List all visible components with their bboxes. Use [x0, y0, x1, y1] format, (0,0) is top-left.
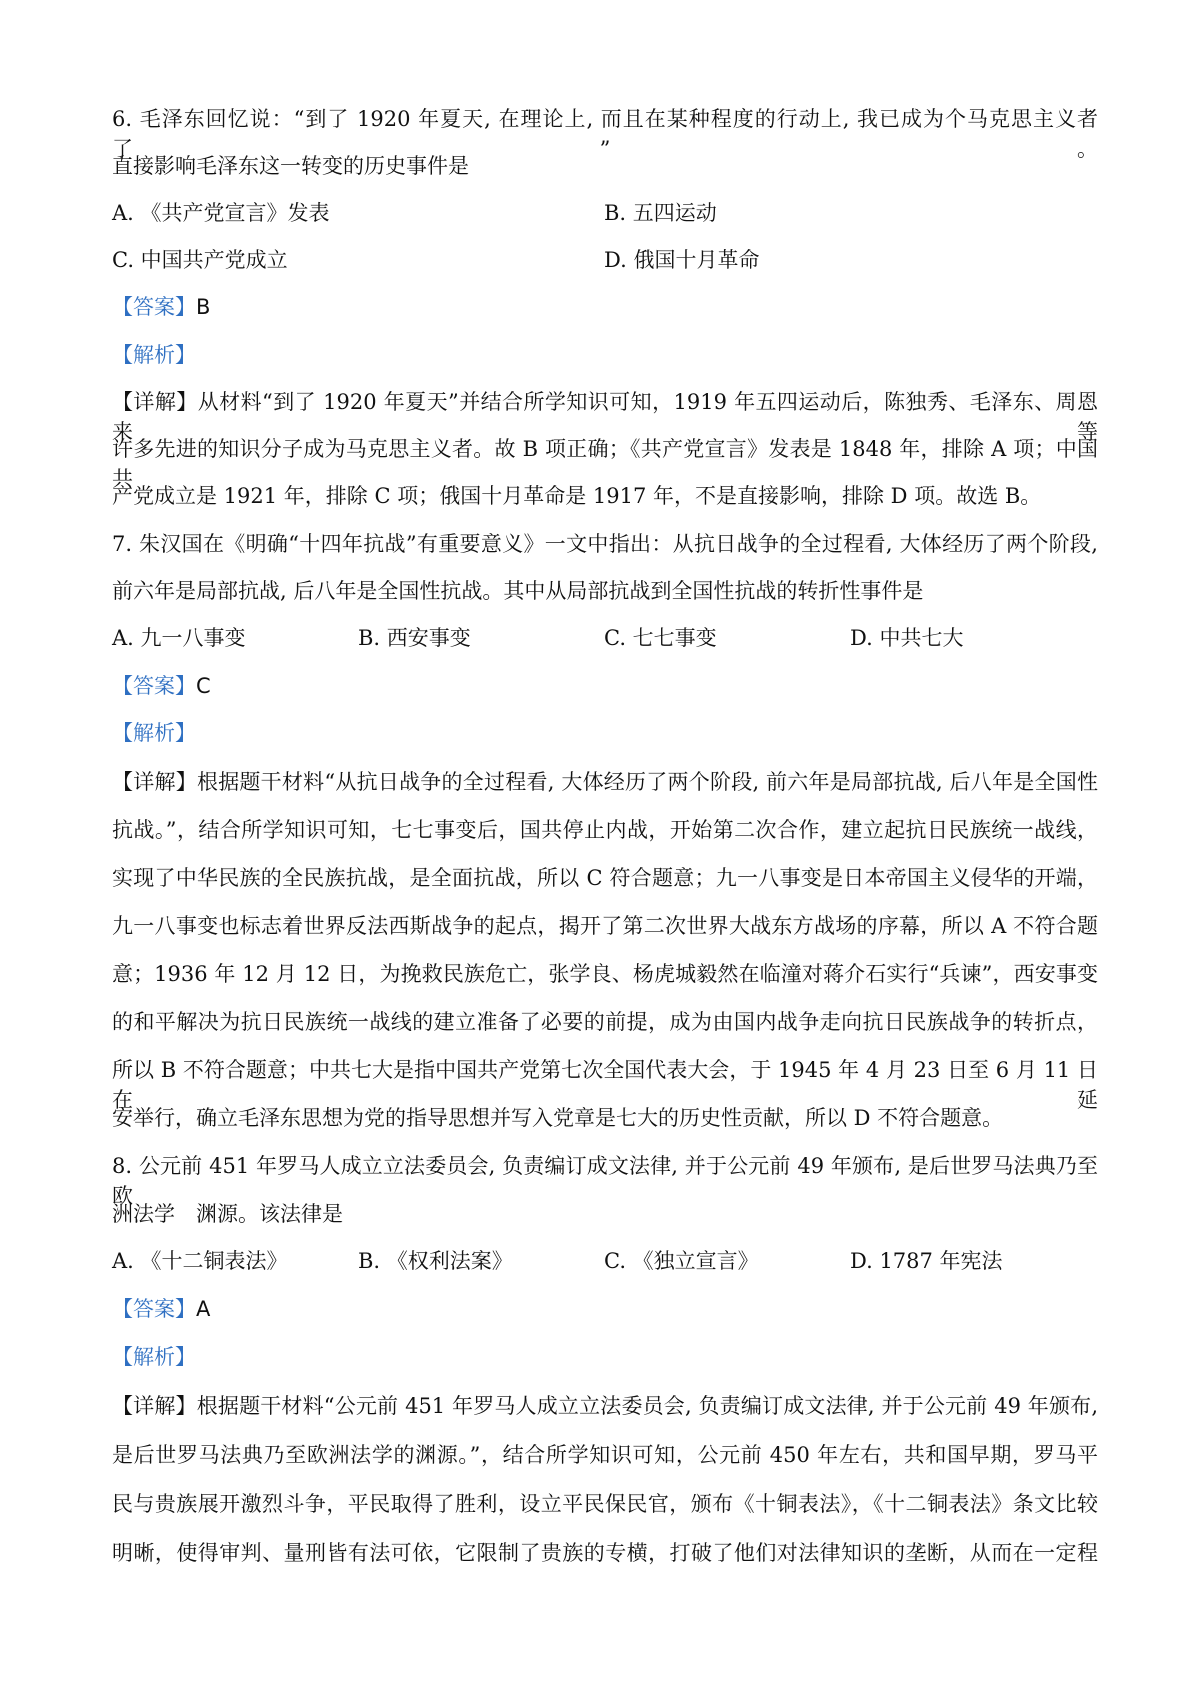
question-8-detail-line-4: 明晰，使得审判、量刑皆有法可依，它限制了贵族的专横，打破了他们对法律知识的垄断，从而在一定程 [112, 1541, 1098, 1565]
question-6-detail-line-1 [112, 387, 1098, 444]
question-7-detail-line-1 [112, 767, 1098, 797]
detail-text: 从材料“到了 1920 年夏天”并结合所学知识可知，1919 年五四运动后，陈独秀、毛泽东、周恩来等 [112, 390, 1098, 444]
question-8-analysis-tag: 【解析】 [112, 1345, 196, 1369]
question-7-answer-line [112, 671, 1098, 701]
question-8-detail-line-3: 民与贵族展开激烈斗争，平民取得了胜利，设立平民保民官，颁布《十铜表法》，《十二铜表法》条文比较 [112, 1492, 1098, 1516]
question-7-stem-line-1: 7. 朱汉国在《明确“十四年抗战”有重要意义》一文中指出：从抗日战争的全过程看, 大体经历了两个阶段, [112, 532, 1098, 556]
question-8-answer-line [112, 1294, 1098, 1324]
question-6-stem-line-1: 6. 毛泽东回忆说：“到了 1920 年夏天, 在理论上, 而且在某种程度的行动上, 我已成为个马克思主义者了”。 [112, 107, 1098, 161]
detail-text: 根据题干材料“公元前 451 年罗马人成立立法委员会, 负责编订成文法律, 并于公元前 49 年颁布, [196, 1394, 1098, 1418]
question-7-detail-line-8: 安举行，确立毛泽东思想为党的指导思想并写入党章是七大的历史性贡献，所以 D 不符合题意。 [112, 1106, 1004, 1130]
question-7-option-b: B. 西安事变 [358, 626, 471, 650]
detail-tag: 【详解】 [112, 770, 197, 794]
question-6-option-a: A. 《共产党宣言》发表 [112, 201, 330, 225]
answer-value: A [196, 1297, 211, 1321]
question-6-analysis-tag: 【解析】 [112, 343, 196, 367]
question-8-option-d: D. 1787 年宪法 [850, 1249, 1003, 1273]
question-6-option-c: C. 中国共产党成立 [112, 248, 288, 272]
question-7-detail-line-5: 意；1936 年 12 月 12 日，为挽救民族危亡，张学良、杨虎城毅然在临潼对蒋介石实行“兵谏”，西安事变 [112, 962, 1098, 986]
question-6-option-d: D. 俄国十月革命 [604, 248, 760, 272]
question-7-option-d: D. 中共七大 [850, 626, 964, 650]
question-7-option-a: A. 九一八事变 [112, 626, 246, 650]
question-6-answer-line [112, 292, 1098, 322]
question-7-detail-line-6: 的和平解决为抗日民族统一战线的建立准备了必要的前提，成为由国内战争走向抗日民族战争的转折点， [112, 1010, 1098, 1034]
question-6-option-b: B. 五四运动 [604, 201, 717, 225]
question-7-detail-line-7: 所以 B 不符合题意；中共七大是指中国共产党第七次全国代表大会，于 1945 年 4 月 23 日至 6 月 11 日在延 [112, 1058, 1098, 1112]
answer-value: C [196, 674, 211, 698]
question-6-detail-line-2: 许多先进的知识分子成为马克思主义者。故 B 项正确；《共产党宣言》发表是 1848 年，排除 A 项；中国共 [112, 437, 1098, 491]
question-6-detail-line-3: 产党成立是 1921 年，排除 C 项；俄国十月革命是 1917 年，不是直接影响，排除 D 项。故选 B。 [112, 484, 1042, 508]
question-7-analysis-tag: 【解析】 [112, 721, 196, 745]
question-8-detail-line-2: 是后世罗马法典乃至欧洲法学的渊源。”，结合所学知识可知，公元前 450 年左右，共和国早期，罗马平 [112, 1443, 1098, 1467]
detail-text: 根据题干材料“从抗日战争的全过程看, 大体经历了两个阶段, 前六年是局部抗战, 后八年是全国性 [196, 770, 1098, 794]
question-8-option-c: C. 《独立宣言》 [604, 1249, 759, 1273]
question-8-stem-line-1: 8. 公元前 451 年罗马人成立立法委员会, 负责编订成文法律, 并于公元前 49 年颁布, 是后世罗马法典乃至欧 [112, 1154, 1098, 1208]
question-7-detail-line-2: 抗战。”，结合所学知识可知，七七事变后，国共停止内战，开始第二次合作，建立起抗日民族统一战线， [112, 818, 1098, 842]
question-8-detail-line-1 [112, 1391, 1098, 1421]
question-8-stem-line-2: 洲法学 渊源。该法律是 [112, 1202, 343, 1226]
question-7-detail-line-3: 实现了中华民族的全民族抗战，是全面抗战，所以 C 符合题意；九一八事变是日本帝国主义侵华的开端， [112, 866, 1098, 890]
question-8-option-b: B. 《权利法案》 [358, 1249, 513, 1273]
question-6-stem-line-2: 直接影响毛泽东这一转变的历史事件是 [112, 154, 469, 178]
answer-tag: 【答案】 [112, 1297, 196, 1321]
question-7-option-c: C. 七七事变 [604, 626, 717, 650]
question-7-detail-line-4: 九一八事变也标志着世界反法西斯战争的起点，揭开了第二次世界大战东方战场的序幕，所以 A 不符合题 [112, 914, 1098, 938]
detail-tag: 【详解】 [112, 1394, 197, 1418]
answer-value: B [196, 295, 211, 319]
question-7-stem-line-2: 前六年是局部抗战, 后八年是全国性抗战。其中从局部抗战到全国性抗战的转折性事件是 [112, 579, 924, 603]
detail-tag: 【详解】 [112, 390, 198, 414]
answer-tag: 【答案】 [112, 295, 196, 319]
question-8-option-a: A. 《十二铜表法》 [112, 1249, 288, 1273]
answer-tag: 【答案】 [112, 674, 196, 698]
